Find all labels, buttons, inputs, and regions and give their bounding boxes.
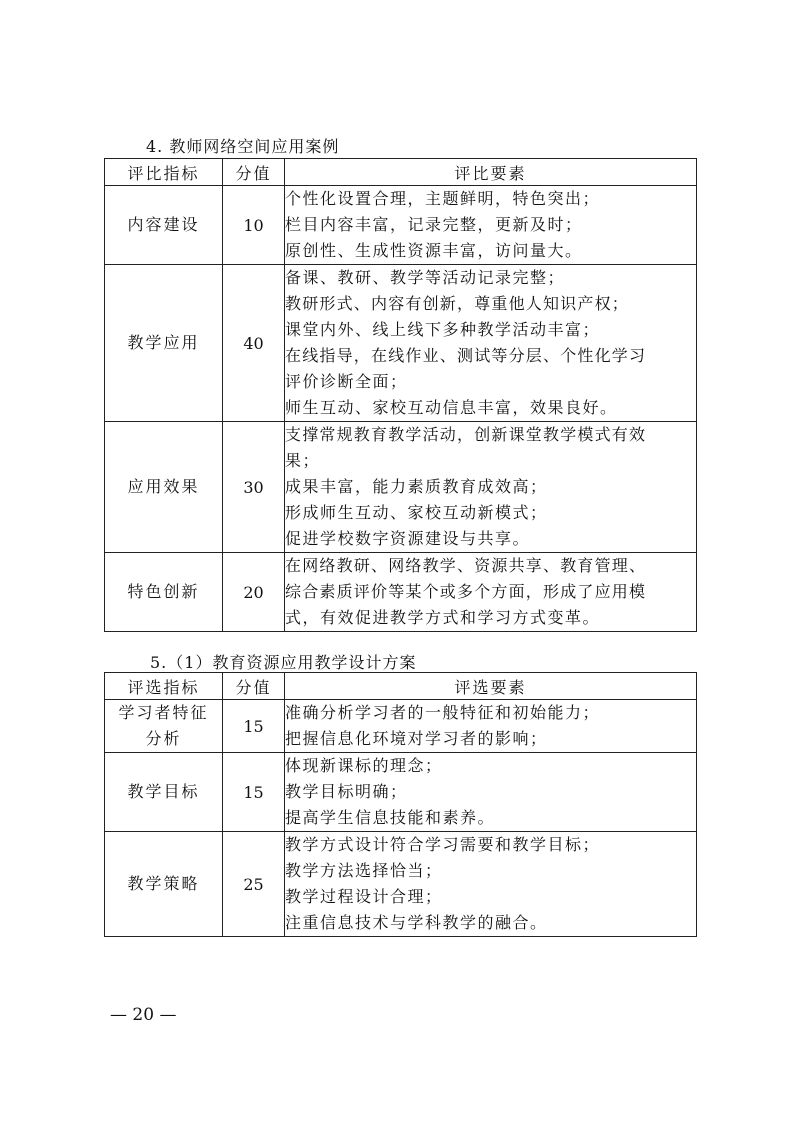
row-category: 内容建设 — [105, 186, 223, 265]
criteria-line: 提高学生信息技能和素养。 — [285, 808, 496, 827]
row-category: 特色创新 — [105, 553, 223, 632]
criteria-line: 栏目内容丰富，记录完整，更新及时； — [285, 215, 583, 234]
criteria-line: 促进学校数字资源建设与共享。 — [285, 529, 531, 548]
page-number: — 20 — — [110, 1005, 177, 1025]
criteria-line: 个性化设置合理，主题鲜明，特色突出； — [285, 189, 601, 208]
criteria-line: 评价诊断全面； — [285, 372, 408, 391]
row-score: 15 — [223, 700, 285, 753]
table-row — [105, 265, 697, 422]
criteria-line: 在线指导，在线作业、测试等分层、个性化学习 — [285, 346, 647, 365]
criteria-line: 支撑常规教育教学活动，创新课堂教学模式有效 — [285, 425, 647, 444]
criteria-line: 师生互动、家校互动信息丰富，效果良好。 — [285, 398, 618, 417]
row-criteria — [285, 422, 697, 553]
row-category: 教学应用 — [105, 265, 223, 422]
category-line: 学习者特征 — [118, 703, 209, 722]
criteria-line: 原创性、生成性资源丰富，访问量大。 — [285, 241, 583, 260]
row-category: 教学目标 — [105, 753, 223, 832]
table-row — [105, 700, 697, 753]
header-criteria: 评比要素 — [285, 159, 697, 186]
row-score: 15 — [223, 753, 285, 832]
criteria-line: 教研形式、内容有创新，尊重他人知识产权； — [285, 294, 630, 313]
criteria-line: 形成师生互动、家校互动新模式； — [285, 503, 548, 522]
row-score: 25 — [223, 832, 285, 937]
row-criteria — [285, 553, 697, 632]
table-row — [105, 186, 697, 265]
criteria-line: 注重信息技术与学科教学的融合。 — [285, 913, 548, 932]
criteria-line: 在网络教研、网络教学、资源共享、教育管理、 — [285, 556, 647, 575]
row-score: 30 — [223, 422, 285, 553]
header-indicator: 评比指标 — [105, 159, 223, 186]
criteria-line: 教学方法选择恰当； — [285, 861, 443, 880]
table-row — [105, 832, 697, 937]
criteria-line: 课堂内外、线上线下多种教学活动丰富； — [285, 320, 601, 339]
header-indicator: 评选指标 — [105, 673, 223, 700]
table-row — [105, 753, 697, 832]
header-score: 分值 — [223, 159, 285, 186]
row-category — [105, 700, 223, 753]
criteria-line: 备课、教研、教学等活动记录完整； — [285, 268, 566, 287]
criteria-line: 教学过程设计合理； — [285, 887, 443, 906]
criteria-line: 体现新课标的理念； — [285, 756, 443, 775]
criteria-line: 教学目标明确； — [285, 782, 408, 801]
row-criteria — [285, 700, 697, 753]
row-score: 10 — [223, 186, 285, 265]
criteria-line: 把握信息化环境对学习者的影响； — [285, 729, 548, 748]
evaluation-table-4 — [104, 158, 697, 632]
section-4-title: 4. 教师网络空间应用案例 — [146, 137, 340, 156]
evaluation-table-5 — [104, 672, 697, 937]
row-category: 教学策略 — [105, 832, 223, 937]
criteria-line: 果； — [285, 451, 321, 470]
table-header-row — [105, 159, 697, 186]
criteria-line: 综合素质评价等某个或多个方面，形成了应用模 — [285, 582, 647, 601]
header-criteria: 评选要素 — [285, 673, 697, 700]
category-line: 分析 — [145, 729, 182, 748]
row-criteria — [285, 186, 697, 265]
criteria-line: 准确分析学习者的一般特征和初始能力； — [285, 703, 601, 722]
header-score: 分值 — [223, 673, 285, 700]
row-score: 20 — [223, 553, 285, 632]
criteria-line: 成果丰富，能力素质教育成效高； — [285, 477, 548, 496]
table-header-row — [105, 673, 697, 700]
row-criteria — [285, 265, 697, 422]
row-category: 应用效果 — [105, 422, 223, 553]
table-row — [105, 422, 697, 553]
section-5-title: 5.（1）教育资源应用教学设计方案 — [150, 653, 417, 672]
row-criteria — [285, 832, 697, 937]
table-row — [105, 553, 697, 632]
criteria-line: 式，有效促进教学方式和学习方式变革。 — [285, 608, 601, 627]
criteria-line: 教学方式设计符合学习需要和教学目标； — [285, 835, 601, 854]
row-criteria — [285, 753, 697, 832]
row-score: 40 — [223, 265, 285, 422]
